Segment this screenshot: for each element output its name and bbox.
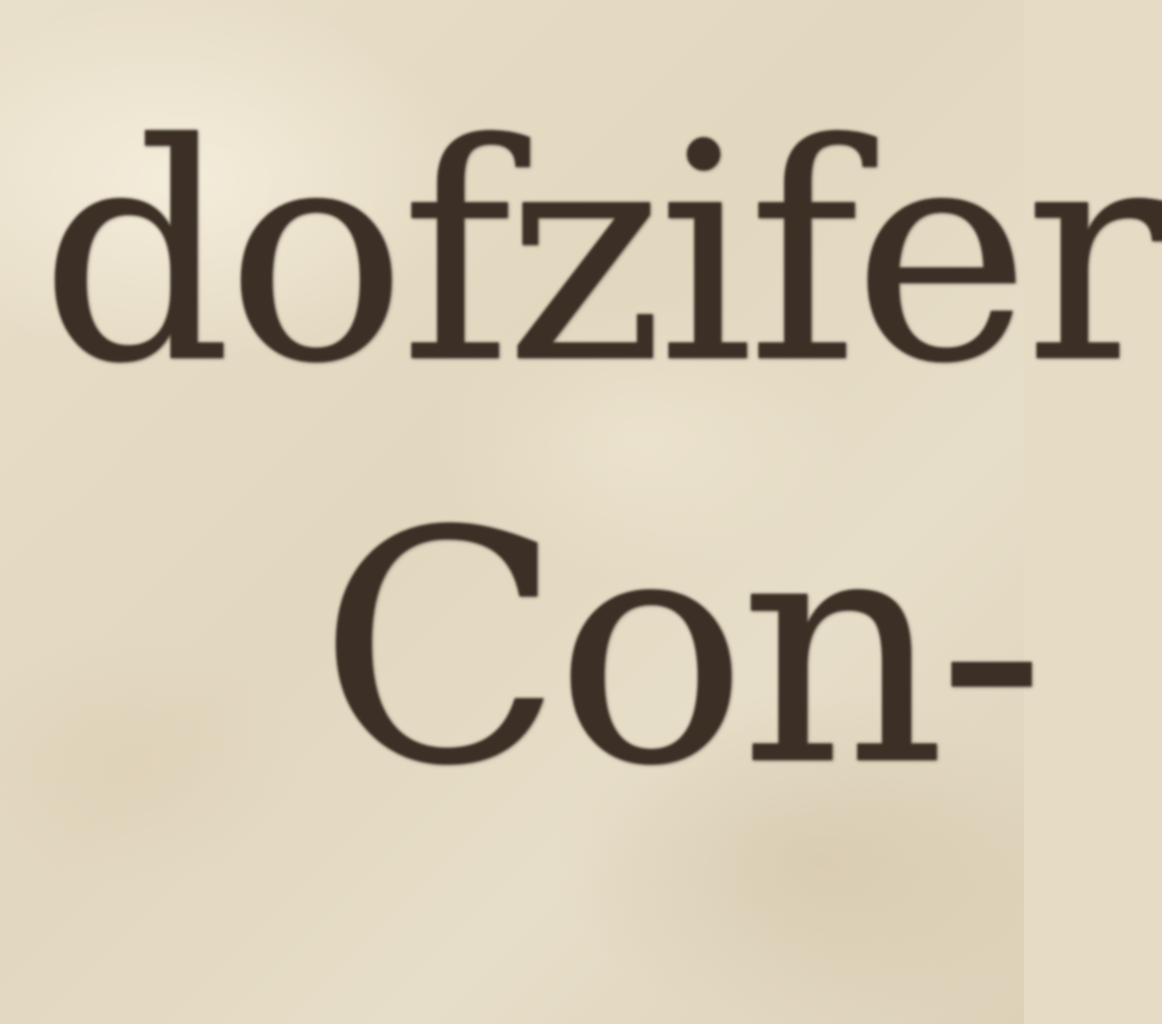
text-line-1: dofzifer [40,80,1162,429]
text-line-2: Con- [318,464,1038,836]
